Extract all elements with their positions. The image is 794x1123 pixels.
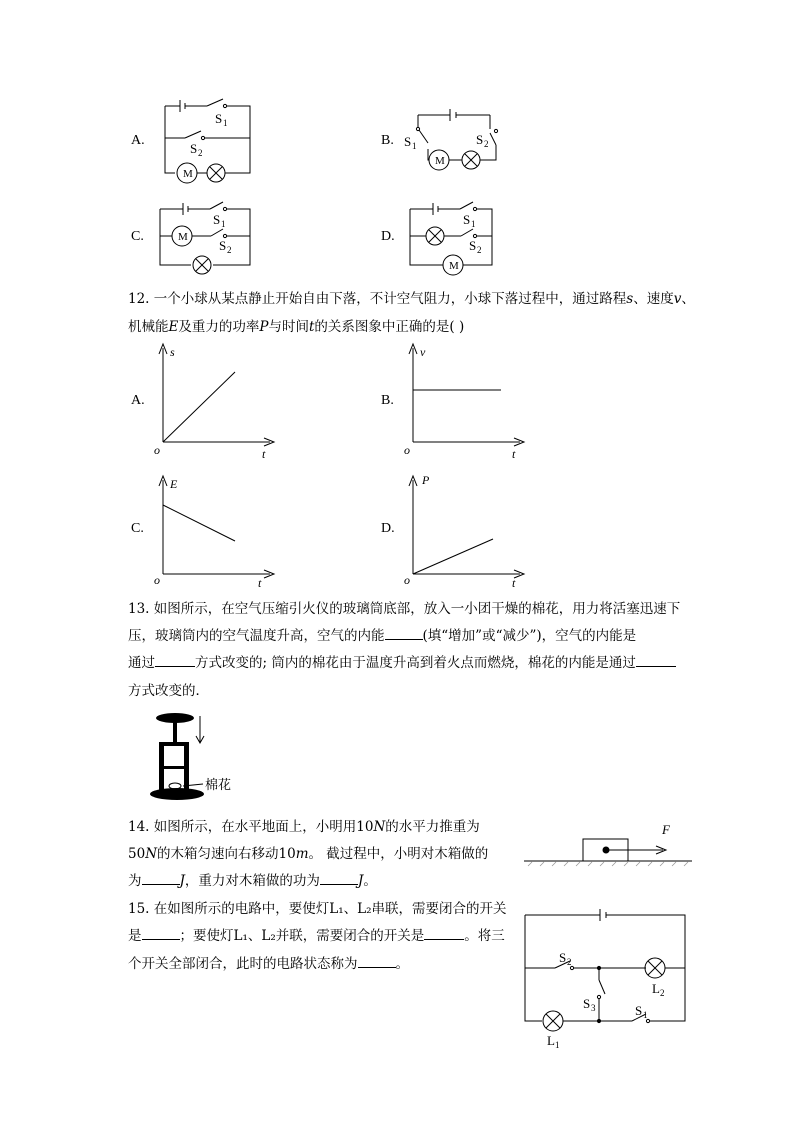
q14-line3: 为 J，重力对木箱做的功为 J。	[128, 867, 377, 895]
graph-d-line	[413, 539, 493, 574]
option-label: C.	[131, 229, 144, 244]
svg-text:1: 1	[412, 141, 417, 151]
graph-c-line	[163, 505, 235, 541]
option-label: D.	[381, 521, 395, 536]
option-label: B.	[381, 133, 394, 148]
wooden-box-figure	[520, 818, 700, 873]
svg-text:L: L	[547, 1033, 555, 1048]
svg-text:2: 2	[660, 988, 665, 998]
svg-text:S: S	[463, 212, 471, 227]
graph-a-line	[163, 372, 235, 442]
graph-d	[400, 470, 530, 590]
svg-text:s: s	[170, 345, 175, 359]
q14-line2: 50N的木箱匀速向右移动10m。 截过程中，小明对木箱做的	[128, 846, 489, 862]
svg-text:S: S	[404, 134, 412, 149]
graph-a	[150, 338, 280, 463]
svg-text:1: 1	[643, 1010, 648, 1020]
svg-text:1: 1	[555, 1040, 560, 1050]
option-label: A.	[131, 393, 145, 408]
svg-text:1: 1	[223, 118, 228, 128]
q15-line1: 15. 在如图所示的电路中，要使灯L₁、L₂串联，需要闭合的开关	[128, 901, 507, 917]
svg-text:S: S	[213, 212, 221, 227]
answer-blank[interactable]	[320, 870, 358, 885]
answer-blank[interactable]	[155, 652, 195, 667]
svg-text:P: P	[422, 473, 430, 487]
svg-text:3: 3	[591, 1003, 596, 1013]
q15-circuit-diagram	[515, 905, 695, 1050]
svg-text:2: 2	[567, 957, 572, 967]
q14-line1: 14. 如图所示，在水平地面上，小明用10N的水平力推重为	[128, 819, 480, 835]
q12-stem-line2: 机械能E及重力的功率P与时间t的关系图象中正确的是( )	[128, 319, 465, 335]
svg-text:2: 2	[484, 139, 489, 149]
circuit-diagram-c	[155, 195, 265, 280]
svg-text:t: t	[512, 447, 516, 461]
svg-text:S: S	[215, 111, 223, 126]
q15-line2: 是 ；要使灯L₁、L₂并联，需要闭合的开关是 。将三	[128, 922, 505, 950]
graph-b	[400, 338, 530, 463]
q15-line3: 个开关全部闭合，此时的电路状态称为 。	[128, 950, 409, 978]
svg-text:2: 2	[477, 245, 482, 255]
svg-text:t: t	[258, 576, 262, 590]
svg-text:o: o	[154, 443, 160, 457]
svg-text:o: o	[404, 443, 410, 457]
circuit-diagram-d	[405, 195, 515, 280]
q12-stem-line1: 12. 一个小球从某点静止开始自由下落，不计空气阻力，小球下落过程中，通过路程s、速度v、	[128, 291, 695, 307]
svg-text:o: o	[404, 573, 410, 587]
answer-blank[interactable]	[142, 870, 180, 885]
svg-text:S: S	[583, 996, 591, 1011]
q13-line4: 方式改变的．	[128, 683, 209, 699]
svg-text:o: o	[154, 573, 160, 587]
q13-line3: 通过 方式改变的; 筒内的棉花由于温度升高到着火点而燃烧，棉花的内能是通过	[128, 649, 676, 677]
svg-text:S: S	[219, 238, 227, 253]
q13-line2: 压，玻璃筒内的空气温度升高，空气的内能 (填“增加”或“减少”)，空气的内能是	[128, 622, 636, 650]
q13-line1: 13. 如图所示，在空气压缩引火仪的玻璃筒底部，放入一小团干燥的棉花，用力将活塞迅速下	[128, 601, 681, 617]
graph-c	[150, 470, 280, 590]
answer-blank[interactable]	[358, 953, 396, 968]
svg-text:2: 2	[227, 245, 232, 255]
svg-text:S: S	[635, 1003, 643, 1018]
option-label: B.	[381, 393, 394, 408]
svg-text:v: v	[420, 345, 426, 359]
option-label: C.	[131, 521, 144, 536]
circuit-diagram-a	[155, 95, 265, 190]
svg-text:2: 2	[198, 148, 203, 158]
cotton-label: 棉花	[205, 777, 232, 792]
svg-text:M: M	[178, 231, 188, 243]
svg-text:E: E	[170, 477, 178, 491]
svg-text:t: t	[262, 447, 266, 461]
svg-text:t: t	[512, 576, 516, 590]
answer-blank[interactable]	[385, 625, 423, 640]
option-label: D.	[381, 229, 395, 244]
circuit-diagram-b	[400, 105, 510, 180]
answer-blank[interactable]	[142, 925, 180, 940]
air-compression-igniter-figure	[145, 712, 245, 802]
svg-text:1: 1	[471, 219, 476, 229]
svg-text:M: M	[449, 260, 459, 272]
svg-text:M: M	[435, 155, 445, 167]
option-label: A.	[131, 133, 145, 148]
svg-text:S: S	[469, 238, 477, 253]
force-label: F	[662, 822, 670, 837]
answer-blank[interactable]	[424, 925, 464, 940]
svg-text:S: S	[476, 132, 484, 147]
svg-text:L: L	[652, 981, 660, 996]
motor-label: M	[183, 168, 193, 180]
svg-text:1: 1	[221, 219, 226, 229]
svg-text:S: S	[559, 950, 567, 965]
svg-text:S: S	[190, 141, 198, 156]
answer-blank[interactable]	[636, 652, 676, 667]
